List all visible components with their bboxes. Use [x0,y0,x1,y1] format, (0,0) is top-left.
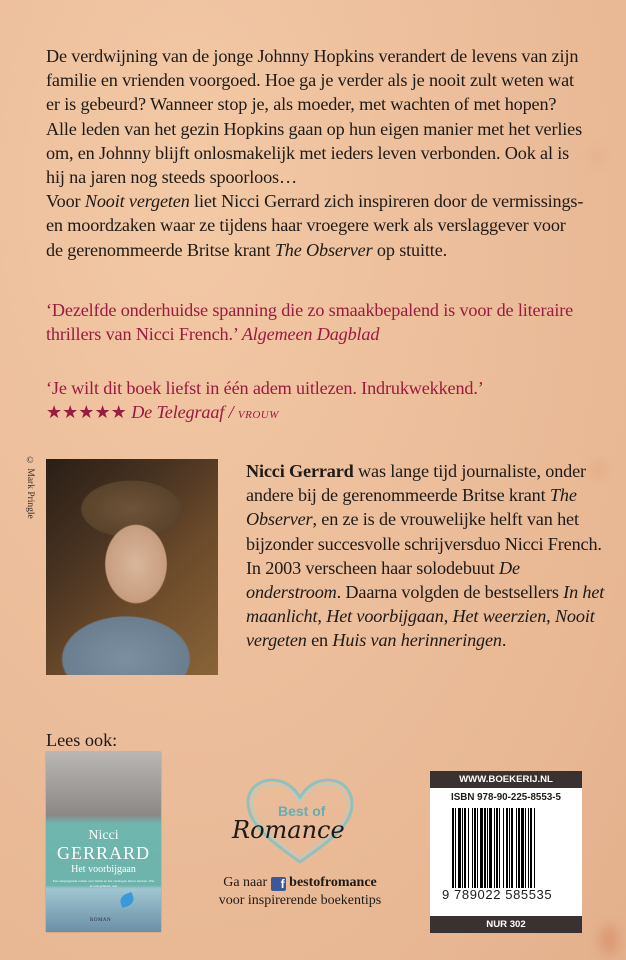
text: Voor [46,191,85,212]
author-photo [46,459,218,675]
book-title: Huis van herinneringen [332,630,502,651]
quote-text: ‘Je wilt dit boek liefst in één adem uitlezen. Indrukwekkend.’ [46,378,484,398]
book-author-last: GERRARD [56,843,150,863]
author-name: Nicci Gerrard [246,461,354,481]
separator: / [224,402,238,423]
synopsis [46,44,586,262]
quote-source: Algemeen Dagblad [241,324,380,345]
nur-code: NUR 302 [430,916,582,933]
review-quote-1 [46,298,606,346]
star-rating-icon: ★★★★★ [46,402,127,423]
text: , [546,606,555,627]
book-title: Het voorbijgaan [326,606,444,627]
quote-source: De Telegraaf [131,402,225,423]
quote-text: ‘Dezelfde onderhuidse spanning die zo smaakbepalend is voor de literaire thrillers van Nicci French.’ [46,300,574,345]
text: . [501,630,507,651]
book-genre: ROMAN [90,918,112,923]
author-bio [246,459,606,653]
best-of-romance-logo [230,776,370,866]
book-title: In het maanlicht [246,582,605,627]
barcode-block [430,771,582,933]
synopsis-paragraph-2 [46,189,586,262]
facebook-handle[interactable]: bestofromance [289,875,377,890]
also-read-label: Lees ook: [46,730,118,750]
butterfly-icon [118,892,135,908]
quote-supplement: vrouw [237,406,279,423]
text: . Daarna volgden de bestsellers [336,582,564,603]
facebook-icon: f [271,877,286,891]
paper-stain [590,150,604,164]
text: op stuitte. [372,239,448,260]
text: Ga naar [223,875,271,890]
text: , [317,606,327,627]
logo-line-1: Best of [278,803,326,819]
book-title: Het weerzien [452,606,547,627]
logo-line-2: Romance [232,816,345,844]
facebook-promo [190,874,410,910]
review-quote-2 [46,376,606,426]
book-author-first: Nicci [88,828,119,843]
book-tagline: Een aangrijpende roman over liefde en het vermogen lief te hebben. Wat er ook gebeurt, ooit [52,879,155,888]
text: , [443,606,453,627]
book-title: Nooit vergeten [84,191,190,212]
facebook-promo-subtitle: voor inspirerende boekentips [218,893,382,908]
barcode-bar [535,808,538,896]
newspaper-title: The Observer [274,239,373,260]
book-title: Nooit vergeten [246,606,595,651]
barcode-digits: 9 789022 585535 [442,887,553,902]
synopsis-paragraph-1: De verdwijning van de jonge Johnny Hopkins verandert de levens van zijn familie en vrienden voorgoed. Hoe ga je verder als je nooit zult weten wat er is gebeurd? Wanneer stop je, als moeder, met wachten of met hopen? Alle leden van het gezin Hopkins gaan op hun eigen manier met het verlies om, en Johnny blijft onlosmakelijk met ieders leven verbonden. Ook al is hij na jaren nog steeds spoorloos… [46,46,583,188]
paper-stain [600,925,618,955]
newspaper-title: The Observer [246,485,577,530]
text: was lange tijd journaliste, onder andere bij de gerenommeerde Britse krant [246,461,586,506]
book-title: De onderstroom [246,557,520,603]
photo-credit: © Mark Pringle [25,456,35,519]
text: en [306,630,333,651]
book-title: Het voorbijgaan [71,864,136,875]
barcode-bars [452,808,562,896]
text: , en ze is de vrouwelijke helft van het bijzonder succesvolle schrijversduo Nicci French. In 2003 verscheen haar solodebuut [246,509,602,578]
isbn: ISBN 978-90-225-8553-5 [450,792,561,803]
publisher-website: WWW.BOEKERIJ.NL [430,771,582,788]
text: liet Nicci Gerrard zich inspireren door de vermissings- en moordzaken waar ze tijdens haar vroegere werk als verslaggever voor de gerenommeerde Britse krant [46,191,584,260]
recommended-book-cover [46,752,161,932]
